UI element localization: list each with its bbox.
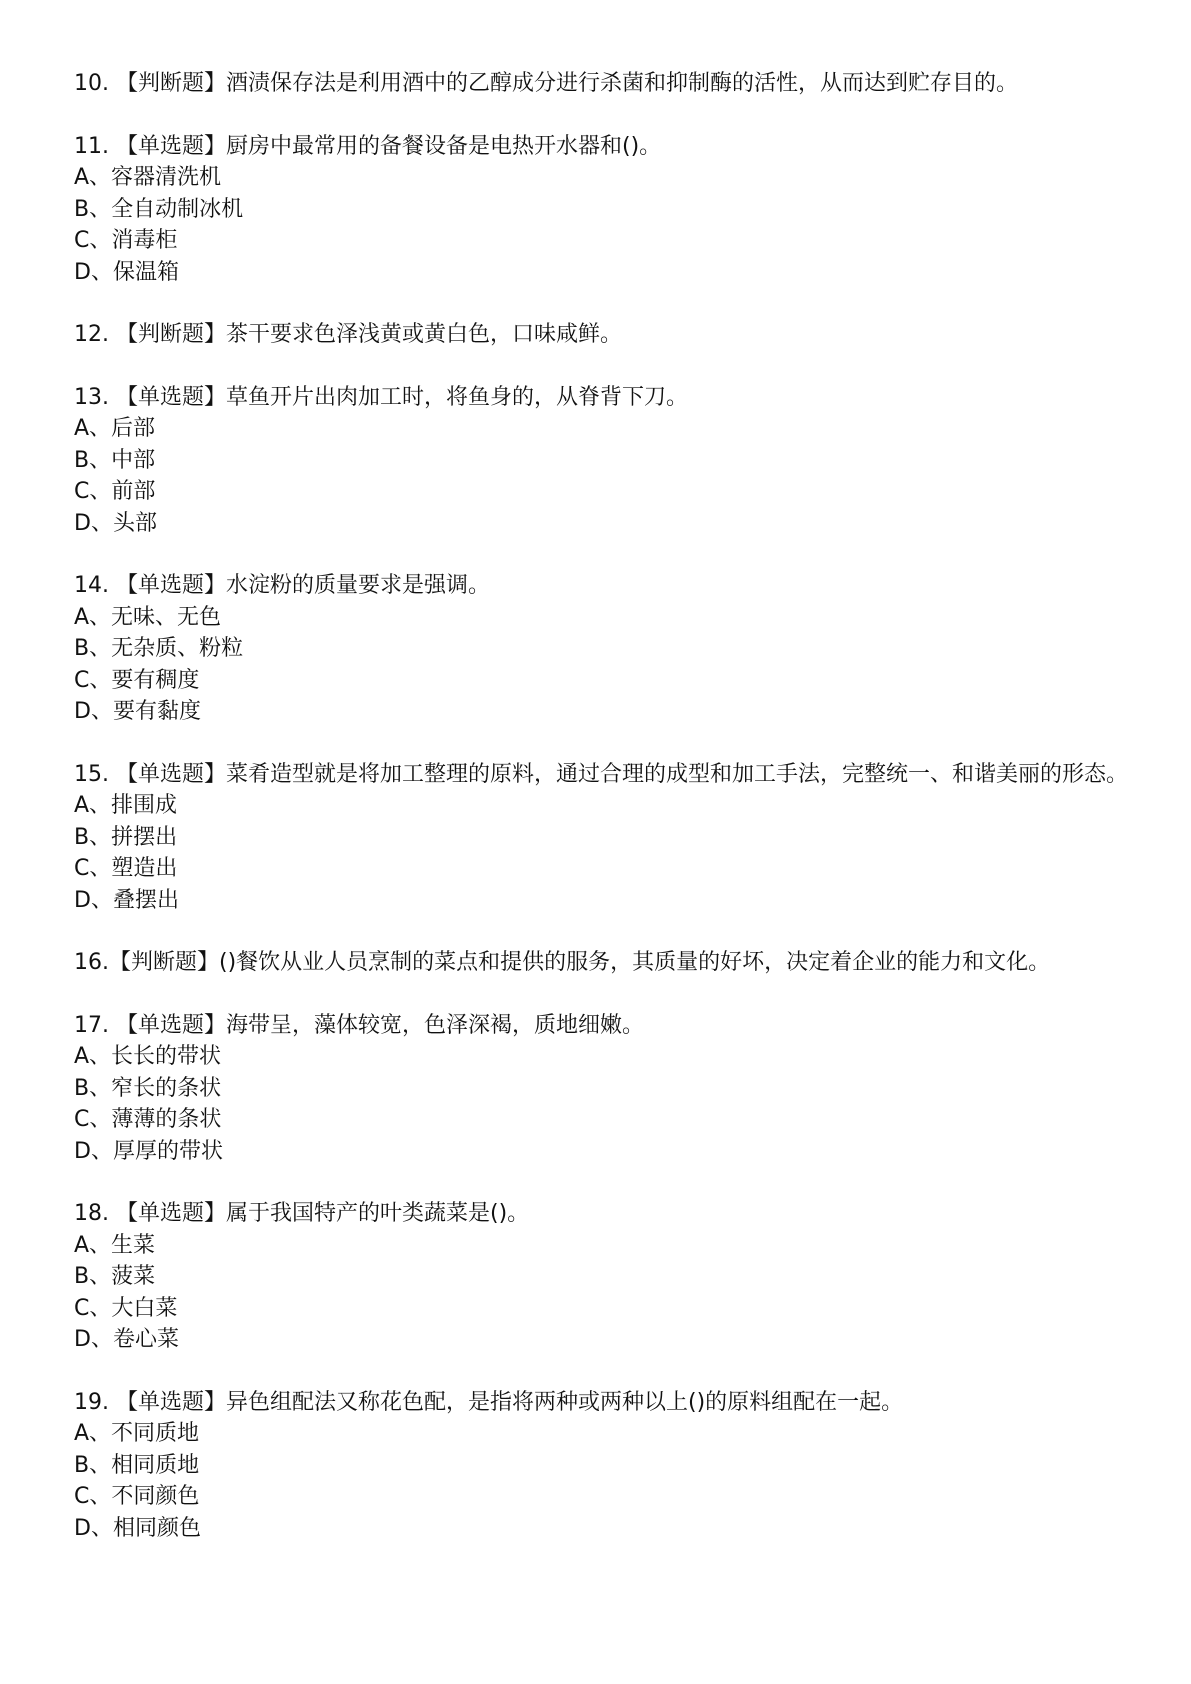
answer-option: A、容器清洗机 [74, 165, 222, 190]
answer-option: A、长长的带状 [74, 1044, 222, 1069]
answer-option: B、全自动制冰机 [74, 196, 244, 222]
question-item [74, 319, 1144, 351]
question-item [74, 68, 1144, 100]
answer-option: C、要有稠度 [74, 667, 200, 693]
answer-option: A、无味、无色 [74, 604, 222, 630]
answer-option: A、后部 [74, 416, 156, 441]
answer-option: B、菠菜 [74, 1264, 156, 1289]
question-stem: 10. 【判断题】酒渍保存法是利用酒中的乙醇成分进行杀菌和抑制酶的活性，从而达到贮存目的。 [74, 71, 1018, 96]
answer-option: B、窄长的条状 [74, 1075, 222, 1101]
answer-option: B、中部 [74, 447, 156, 473]
answer-option: B、无杂质、粉粒 [74, 636, 244, 661]
question-stem: 13. 【单选题】草鱼开片出肉加工时，将鱼身的，从脊背下刀。 [74, 384, 688, 410]
question-stem: 14. 【单选题】水淀粉的质量要求是强调。 [74, 573, 490, 598]
question-stem: 16.【判断题】()餐饮从业人员烹制的菜点和提供的服务，其质量的好坏，决定着企业的能力和文化。 [74, 950, 1051, 975]
answer-option: C、薄薄的条状 [74, 1107, 222, 1132]
answer-option: A、不同质地 [74, 1421, 200, 1446]
answer-option: A、排围成 [74, 793, 178, 818]
answer-option: A、生菜 [74, 1232, 156, 1258]
question-item [74, 1198, 1144, 1356]
question-item [74, 131, 1144, 289]
answer-option: C、不同颜色 [74, 1484, 200, 1509]
question-stem: 15. 【单选题】菜肴造型就是将加工整理的原料，通过合理的成型和加工手法，完整统一、和谐美丽的形态。 [74, 761, 1128, 787]
question-stem: 12. 【判断题】茶干要求色泽浅黄或黄白色，口味咸鲜。 [74, 322, 622, 347]
answer-option: D、厚厚的带状 [74, 1138, 223, 1164]
answer-option: C、大白菜 [74, 1295, 178, 1321]
question-stem: 11. 【单选题】厨房中最常用的备餐设备是电热开水器和()。 [74, 133, 662, 159]
answer-option: C、消毒柜 [74, 228, 178, 253]
answer-option: C、前部 [74, 479, 156, 504]
question-item [74, 759, 1144, 917]
answer-option: D、相同颜色 [74, 1515, 201, 1541]
question-item [74, 570, 1144, 728]
question-stem: 17. 【单选题】海带呈，藻体较宽，色泽深褐，质地细嫩。 [74, 1012, 644, 1038]
answer-option: B、相同质地 [74, 1452, 200, 1478]
question-item [74, 1010, 1144, 1168]
answer-option: D、保温箱 [74, 259, 179, 285]
answer-option: C、塑造出 [74, 856, 178, 881]
question-item [74, 947, 1144, 979]
answer-option: B、拼摆出 [74, 824, 178, 850]
answer-option: D、头部 [74, 510, 157, 536]
question-list [74, 68, 1144, 1575]
question-stem: 18. 【单选题】属于我国特产的叶类蔬菜是()。 [74, 1201, 530, 1226]
answer-option: D、要有黏度 [74, 699, 201, 724]
question-item [74, 1387, 1144, 1545]
question-stem: 19. 【单选题】异色组配法又称花色配，是指将两种或两种以上()的原料组配在一起。 [74, 1389, 904, 1415]
question-item [74, 382, 1144, 540]
answer-option: D、卷心菜 [74, 1327, 179, 1352]
answer-option: D、叠摆出 [74, 887, 179, 913]
